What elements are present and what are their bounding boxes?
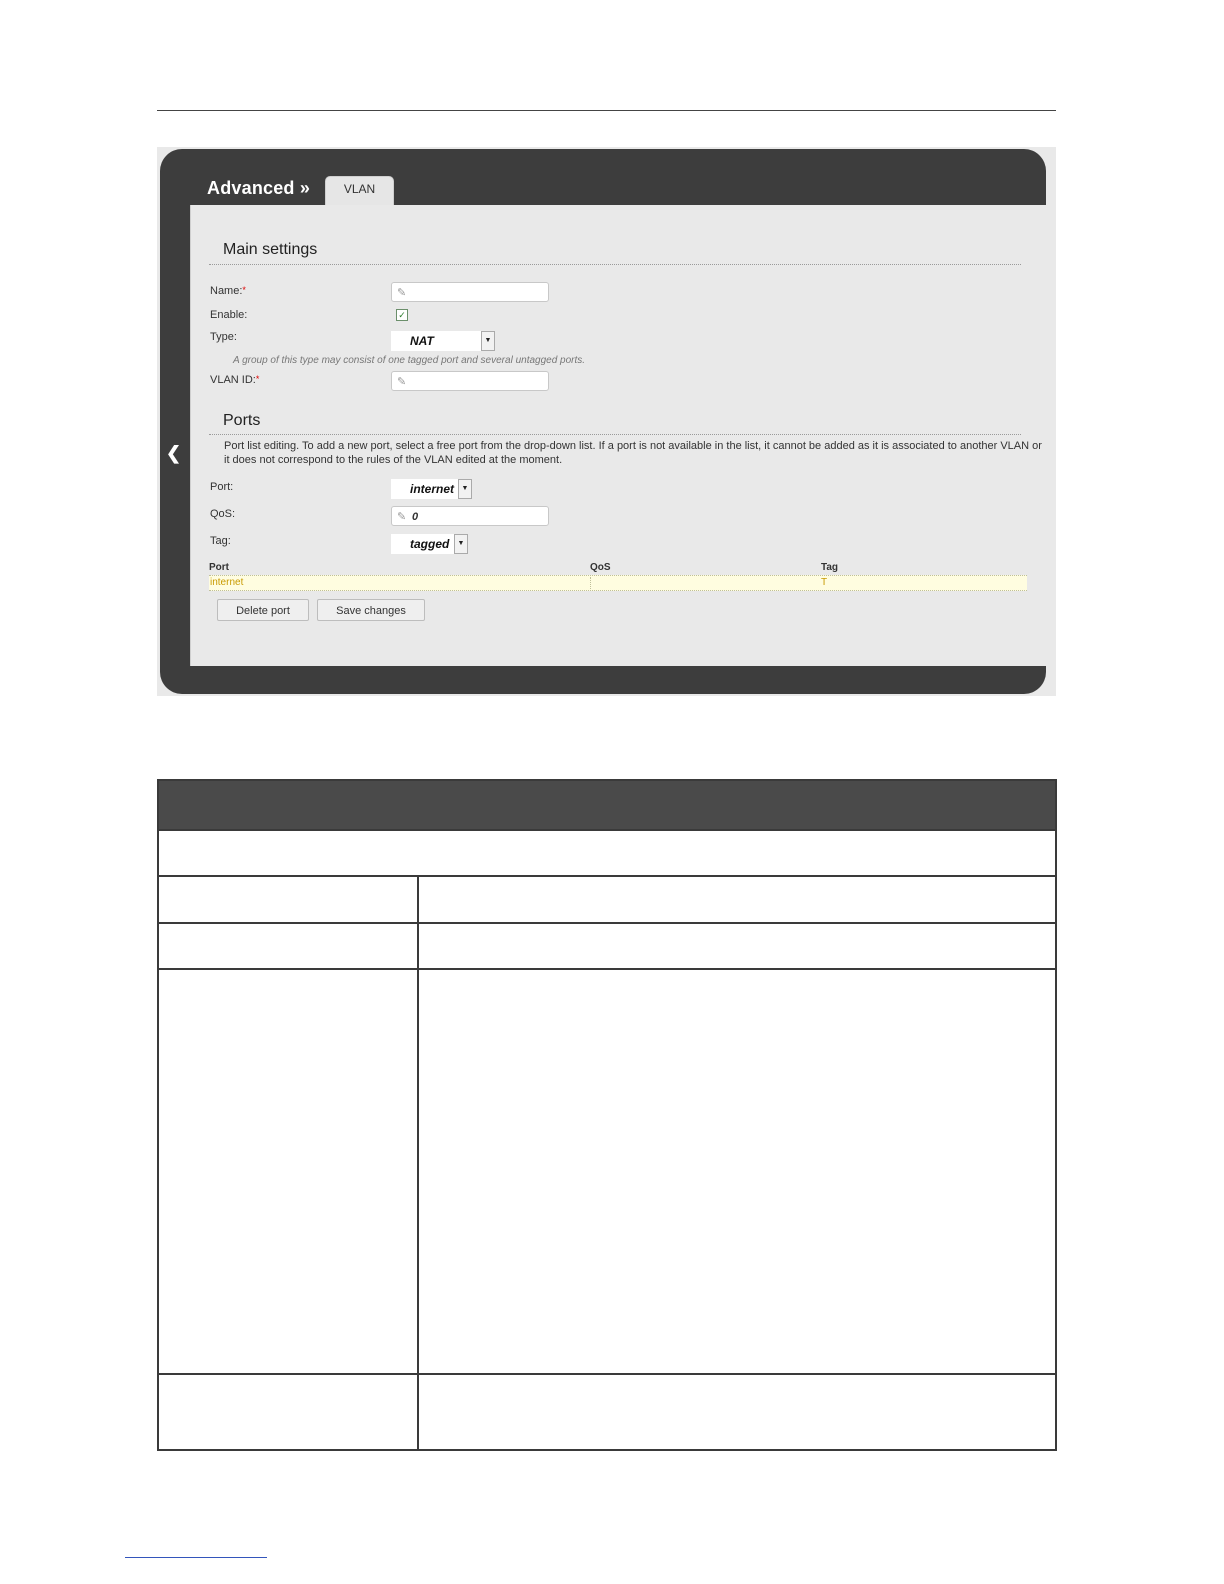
table-row[interactable] (209, 575, 1027, 591)
pencil-icon: ✎ (397, 287, 407, 299)
table-cell (158, 876, 418, 923)
required-mark: * (242, 285, 246, 295)
chevron-down-icon: ▼ (458, 479, 472, 499)
cell-tag: T (821, 577, 828, 588)
name-input[interactable] (391, 282, 549, 302)
table-cell (158, 1374, 418, 1450)
vlan-settings-panel (190, 205, 1056, 666)
column-header-port: Port (209, 562, 229, 573)
table-cell (418, 1374, 1056, 1450)
type-hint: A group of this type may consist of one tagged port and several untagged ports. (233, 355, 586, 366)
qos-input-value: 0 (412, 511, 419, 523)
table-row (158, 1374, 1056, 1450)
description-table (157, 779, 1057, 1451)
table-header (158, 780, 1056, 830)
table-row (158, 923, 1056, 969)
table-row (158, 876, 1056, 923)
tab-vlan[interactable]: VLAN (325, 176, 394, 206)
tag-select-value: tagged (410, 537, 450, 551)
port-label: Port: (210, 481, 234, 493)
table-cell (418, 923, 1056, 969)
section-breadcrumb[interactable]: Advanced » (207, 178, 311, 198)
chevron-down-icon: ▼ (481, 331, 495, 351)
table-cell (158, 969, 418, 1374)
port-select-value: internet (410, 482, 455, 496)
chevron-left-icon[interactable]: ❮ (166, 443, 182, 463)
divider (209, 434, 1021, 435)
pencil-icon: ✎ (397, 511, 407, 523)
table-section-cell (158, 830, 1056, 876)
enable-label: Enable: (210, 309, 248, 321)
page-header-rule (157, 110, 1056, 111)
table-cell (418, 969, 1056, 1374)
type-label: Type: (210, 331, 237, 343)
port-select[interactable] (391, 479, 472, 499)
divider (209, 264, 1021, 265)
qos-input[interactable] (391, 506, 549, 526)
main-settings-title: Main settings (223, 241, 318, 258)
router-web-ui-screenshot (157, 147, 1056, 696)
table-row (158, 830, 1056, 876)
save-changes-button[interactable]: Save changes (317, 599, 425, 621)
chevron-down-icon: ▼ (454, 534, 468, 554)
cell-qos (590, 577, 591, 589)
qos-label: QoS: (210, 508, 236, 520)
tag-select[interactable] (391, 534, 468, 554)
checkmark-icon: ✓ (398, 310, 406, 320)
vlan-id-label: VLAN ID:* (210, 374, 260, 386)
ports-description: Port list editing. To add a new port, select a free port from the drop-down list. If a port is not available in the list, it cannot be added as it is associated to another VLAN or it does not correspond to the rules of the VLAN edited at the moment. (224, 440, 1042, 466)
ui-frame (160, 149, 1046, 694)
tag-label: Tag: (210, 535, 231, 547)
type-select-value: NAT (410, 334, 434, 348)
vlan-id-input[interactable] (391, 371, 549, 391)
required-mark: * (255, 374, 260, 384)
name-label: Name:* (210, 285, 246, 297)
cell-port: internet (210, 577, 244, 588)
column-header-qos: QoS (590, 562, 611, 573)
table-cell (418, 876, 1056, 923)
delete-port-button[interactable]: Delete port (217, 599, 309, 621)
column-header-tag: Tag (821, 562, 839, 573)
table-row (158, 969, 1056, 1374)
table-header-row (158, 780, 1056, 830)
table-cell (158, 923, 418, 969)
ports-title: Ports (223, 412, 261, 429)
type-select[interactable] (391, 331, 495, 351)
enable-checkbox[interactable] (396, 309, 408, 321)
footer-link-underline (125, 1557, 267, 1558)
pencil-icon: ✎ (397, 376, 407, 388)
